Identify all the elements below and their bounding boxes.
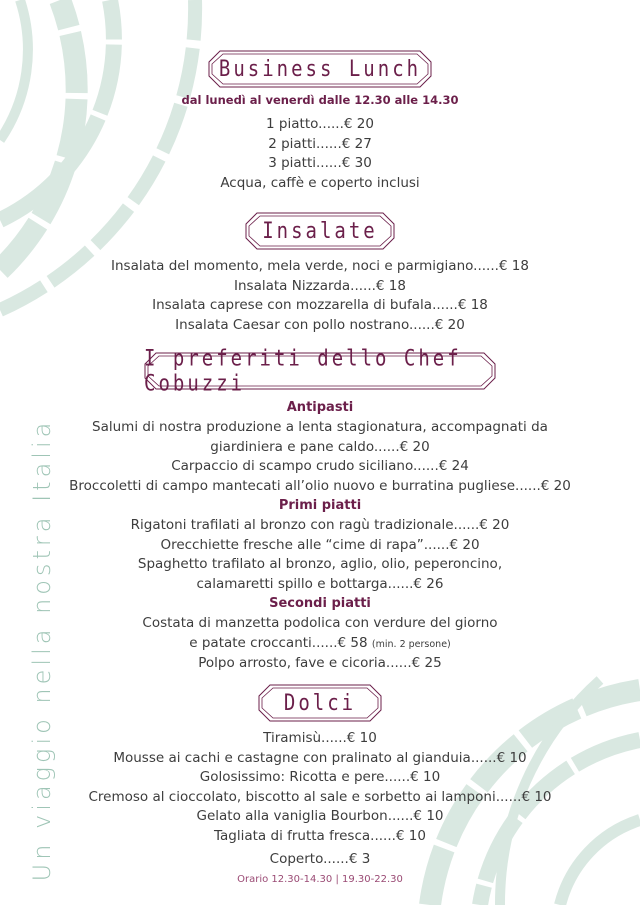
menu-item: giardiniera e pane caldo......€ 20 bbox=[210, 438, 430, 455]
opening-hours: Orario 12.30-14.30 | 19.30-22.30 bbox=[237, 874, 403, 885]
menu-item: Golosissimo: Ricotta e pere......€ 10 bbox=[199, 769, 441, 785]
menu-item: Mousse ai cachi e castagne con pralinato al gianduia......€ 10 bbox=[113, 749, 527, 766]
menu-item: Insalata del momento, mela verde, noci e parmigiano......€ 18 bbox=[111, 258, 529, 274]
menu-item: Broccoletti di campo mantecati all’olio nuovo e burratina pugliese......€ 20 bbox=[69, 477, 571, 494]
menu-item: 2 piatti......€ 27 bbox=[268, 135, 372, 152]
menu-item bbox=[0, 634, 640, 655]
menu-item: 3 piatti......€ 30 bbox=[268, 155, 372, 171]
menu-item-text: e patate croccanti......€ 58 bbox=[189, 634, 368, 651]
business-lunch-banner bbox=[208, 50, 432, 88]
menu-item: Carpaccio di scampo crudo siciliano......€ 24 bbox=[171, 458, 469, 474]
side-title: Un viaggio nella nostra Italia bbox=[28, 418, 56, 882]
dolci-banner bbox=[258, 684, 382, 722]
section-title: Insalate bbox=[262, 218, 378, 244]
menu-item: Polpo arrosto, fave e cicoria......€ 25 bbox=[198, 655, 442, 671]
menu-item: Spaghetto trafilato al bronzo, aglio, olio, peperoncino, bbox=[137, 556, 503, 572]
menu-item: Orecchiette fresche alle “cime di rapa”......€ 20 bbox=[160, 536, 480, 553]
insalate-banner bbox=[245, 212, 395, 250]
subsection-title: Antipasti bbox=[286, 400, 354, 415]
menu-item-note: (min. 2 persone) bbox=[371, 638, 451, 650]
menu-item: Insalata Nizzarda......€ 18 bbox=[234, 277, 406, 294]
chef-banner bbox=[144, 345, 496, 397]
menu-item: Insalata Caesar con pollo nostrano......€ 20 bbox=[175, 316, 465, 333]
menu-item: Cremoso al cioccolato, biscotto al sale e sorbetto ai lamponi......€ 10 bbox=[88, 788, 552, 805]
coperto: Coperto......€ 3 bbox=[269, 851, 371, 867]
subsection-title: Primi piatti bbox=[278, 498, 362, 513]
menu-item: Costata di manzetta podolica con verdure del giorno bbox=[142, 615, 498, 631]
section-title: Business Lunch bbox=[218, 56, 422, 82]
menu-item: Gelato alla vaniglia Bourbon......€ 10 bbox=[196, 808, 444, 824]
subsection-title: Secondi piatti bbox=[269, 596, 371, 611]
menu-item: 1 piatto......€ 20 bbox=[266, 116, 374, 132]
section-title: Dolci bbox=[283, 690, 357, 716]
business-lunch-subtitle: dal lunedì al venerdì dalle 12.30 alle 14.30 bbox=[181, 93, 459, 107]
menu-item: Acqua, caffè e coperto inclusi bbox=[220, 174, 420, 191]
section-title: I preferiti dello Chef Cobuzzi bbox=[144, 345, 462, 397]
menu-item: Rigatoni trafilati al bronzo con ragù tradizionale......€ 20 bbox=[130, 517, 510, 533]
menu-item: Tiramisù......€ 10 bbox=[263, 730, 377, 746]
menu-item: Salumi di nostra produzione a lenta stagionatura, accompagnati da bbox=[92, 419, 548, 435]
menu-item: Insalata caprese con mozzarella di bufala......€ 18 bbox=[152, 297, 488, 313]
menu-item: Tagliata di frutta fresca......€ 10 bbox=[214, 827, 426, 844]
menu-item: calamaretti spillo e bottarga......€ 26 bbox=[196, 575, 444, 592]
